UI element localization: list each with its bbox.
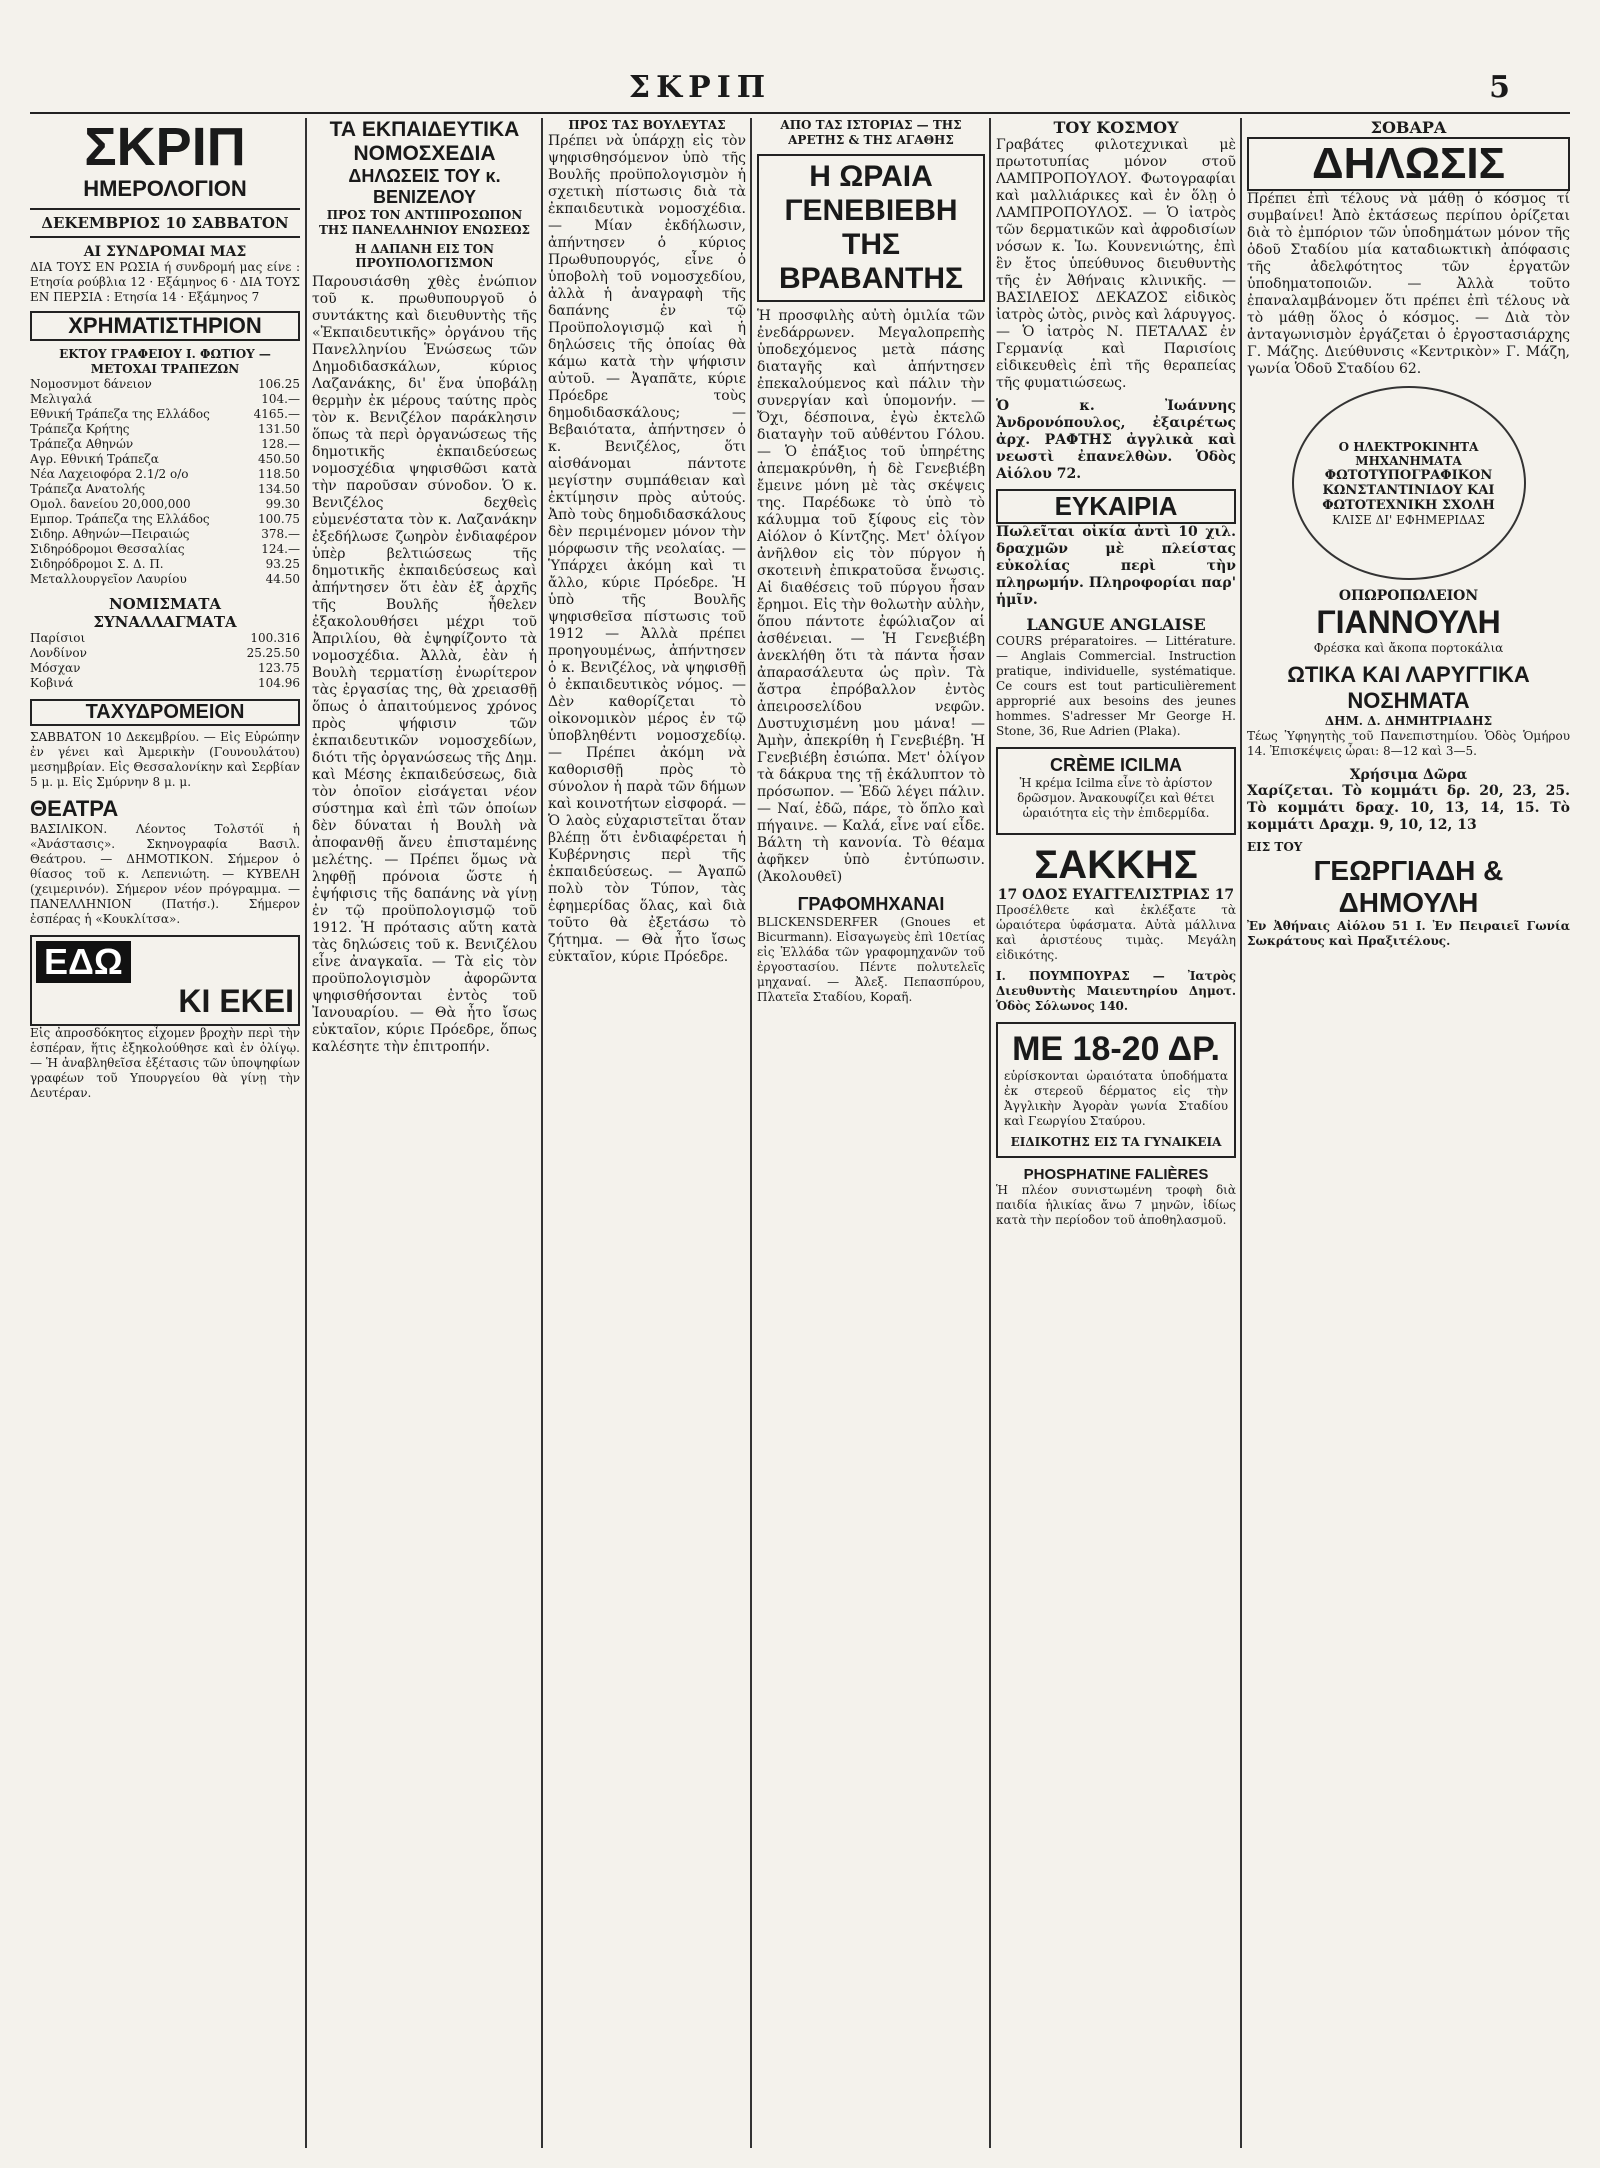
opportunity-title: ΕΥΚΑΙΡΙΑ [996, 489, 1236, 524]
article-body: Πρέπει νὰ ὑπάρχῃ εἰς τὸν ψηφισθησόμενον ὑπὸ τῆς Βουλῆς προϋπολογισμὸν ἡ σχετικὴ πίστωσις διὰ τὰ ἐκπαιδευτικὰ νομοσχέδια. — Μίαν ἐκδήλωσιν, ἀπήντησεν ὁ κύριος Πρωθυπουργός, εἶνε ὁ ὑποβολὴ τοῦ νομοσχεδίου, ἀλλὰ ἡ ἀναγραφὴ τῆς δαπάνης ἐν τῷ Προϋπολογισμῷ καὶ ἡ δηλώσεις τῆς ὁποίας θὰ κάμω κατὰ τὴν ψήφισιν αὐτοῦ. — Ἀγαπᾶτε, κύριε Πρόεδρε τοὺς δημοδιδασκάλους; — Βεβαιότατα, ἀπήντησεν ὁ κ. Βενιζέλος, ὅτι αἰσθάνομαι πάντοτε μεγίστην συμπάθειαν καὶ ἐκτίμησιν πρὸς αὐτούς. Ἀπὸ τοὺς δημοδιδασκάλους δὲν περιμένομεν μόνον τὴν μόρφωσιν τῆς νεολαίας. — Ὑπάρχει ἀκόμη καὶ τι ἄλλο, κύριε Πρόεδρε. Ἡ ὑπὸ τῆς Βουλῆς ψηφισθεῖσα πίστωσις τοῦ 1912 — Ἀλλὰ πρέπει προηγουμένως, ἀπήντησεν ὁ κ. Βενιζέλος, νὰ ψηφισθῇ ὁ ἐκπαιδευτικὸς νόμος. — Δὲν καθορίζεται τὸ οἰκονομικὸν μέρος ἐν τῷ ὑποβληθέντι νομοσχεδίῳ. — Πρέπει ἀκόμη νὰ καθορισθῇ πρὸς τὸ σύνολον ἡ παρὰ τῶν δήμων καὶ κοινοτήτων εἰσφορά. — Ὁ λαὸς εὐχαριστεῖται ὅταν βλέπῃ ὅτι ἐνδιαφέρεται ἡ Κυβέρνησις περὶ τῆς ἐκπαιδεύσεως. — Ἀγαπῶ πολὺ τὸν Τύπον, τὰς ἐφημερίδας ὅλας, καὶ διὰ τοῦτο θὰ ἐξετάσω τὸ ζήτημα. — Θὰ ἦτο ἴσως εὐκταῖον, κύριε Πρόεδρε. [548, 133, 746, 965]
running-title: ΣΚΡΙΠ [628, 70, 772, 105]
table-row: Λονδίνον 25.25.50 [30, 646, 300, 660]
exchange-title: ΧΡΗΜΑΤΙΣΤΗΡΙΟΝ [30, 311, 300, 341]
column-almanac [30, 118, 300, 2148]
masthead: ΣΚΡΙΠ [84, 118, 246, 177]
column-header: ΤΟΥ ΚΟΣΜΟΥ [1053, 118, 1179, 137]
typewriter-text: BLICKENSDERFER (Gnoues et Bicurmann). Εἰσαγωγεὺς ἐπὶ 10ετίας εἰς Ἑλλάδα τῶν γραφομηχανῶν τοῦ ἐργοστασίου. Πέντε πολυτελεῖς μηχαναί. — Ἀλεξ. Πεπασπύρου, Πλατεῖα Σταδίου, Κοραῆ. [757, 915, 985, 1004]
price-text: εὑρίσκονται ὠραιότατα ὑποδήματα ἐκ στερεοῦ δέρματος εἰς τὴν Ἀγγλικὴν Ἀγορὰν γωνία Σταδίου καὶ Γεωργίου Σταύρου. [1004, 1069, 1228, 1128]
headline-venizelos: ΔΗΛΩΣΕΙΣ ΤΟΥ κ. ΒΕΝΙΖΕΛΟΥ [348, 166, 501, 207]
phosphatine-text: Ἡ πλέον συνιστωμένη τροφὴ διὰ παιδία ἡλικίας ἄνω 7 μηνῶν, ἰδίως κατὰ τὴν περίοδον τοῦ ἀποθηλασμοῦ. [996, 1183, 1236, 1227]
creme-text: Ἡ κρέμα Icilma εἶνε τὸ ἀρίστον δρῶσμον. Ἀνακουφίζει καὶ θέτει ὡραιότητα εἰς τὴν ἐπιδερμίδα. [1017, 776, 1215, 820]
creme-title: CRÈME ICILMA [1050, 755, 1182, 775]
column-ads [996, 118, 1236, 2148]
stamp-bottom: ΚΛΙΣΕ ΔΙ' ΕΦΗΜΕΡΙΔΑΣ [1332, 512, 1485, 527]
subscriptions-text: ΔΙΑ ΤΟΥΣ ΕΝ ΡΩΣΙΑ ή συνδρομή μας είνε : Ετησία ρούβλια 12 · Εξάμηνος 6 · ΔΙΑ ΤΟΥΣ ΕΝ ΠΕΡΣΙΑ : Ετησία 14 · Εξάμηνος 7 [30, 260, 300, 304]
table-row: Ομολ. δανείου 20,000,000 99.30 [30, 497, 300, 511]
table-row: Αγρ. Εθνική Τράπεζα 450.50 [30, 452, 300, 466]
medical-text: Τέως Ὑφηγητὴς τοῦ Πανεπιστημίου. Ὁδὸς Ὁμήρου 14. Ἐπισκέψεις ὧραι: 8—12 καὶ 3—5. [1247, 729, 1570, 758]
issue-date: ΔΕΚΕΜΒΡΙΟΣ 10 ΣΑΒΒΑΤΟΝ [30, 208, 300, 238]
opportunity-text: Πωλεῖται οἰκία ἀντὶ 10 χιλ. δραχμῶν μὲ πλείστας εὐκολίας περὶ τὴν πληρωμήν. Πληροφορίαι παρ' ἡμῖν. [996, 524, 1236, 608]
ekei-title: ΚΙ ΕΚΕΙ [178, 983, 294, 1019]
currency-title: ΝΟΜΙΣΜΑΤΑ [108, 595, 222, 613]
store-title: ΓΕΩΡΓΙΑΔΗ & ΔΗΜΟΥΛΗ [1313, 855, 1504, 918]
fruit-shop-title: ΓΙΑΝΝΟΥΛΗ [1316, 604, 1501, 640]
story-header: ΑΠΟ ΤΑΣ ΙΣΤΟΡΙΑΣ — ΤΗΣ ΑΡΕΤΗΣ & ΤΗΣ ΑΓΑΘΗΣ [780, 118, 962, 147]
column-story [757, 118, 985, 2148]
article-body: Παρουσιάσθη χθὲς ἐνώπιον τοῦ κ. πρωθυπουργοῦ ὁ συντάκτης καὶ διευθυντὴς τῆς «Ἐκπαιδευτικῆς» ὀργάνου τῆς Πανελληνίου Ἑνώσεως τῶν Δημοδιδασκάλων, κύριος Λαζανάκης, δι' ἕνα ὑποβάλῃ θερμὴν ἐκ μέρους ταύτης πρὸς τὸν κ. Βενιζέλον παράκλησιν ὅπως τὰ περὶ ὀργανώσεως τῆς δημοτικῆς ἐκπαιδεύσεως νομοσχέδια ψηφισθῶσι κατὰ τὴν παροῦσαν σύνοδον. Ὁ κ. Βενιζέλος δεχθεὶς εὐμενέστατα τὸν κ. Λαζανάκην ἐξεδήλωσε ζωηρὸν ἐνδιαφέρον ὑπὲρ βελτιώσεως τῆς δημοτικῆς ἐκπαιδεύσεως καὶ ἀπήντησεν ὅτι ἐὰν ἐξ ἀρχῆς τῆς Βουλῆς ἦθελεν ἐξακολουθήσει μέχρι τοῦ Ἀπριλίου, θὰ ἐψηφίζοντο τὰ νομοσχέδια. Ἀλλὰ, ἐὰν ἡ Βουλὴ τερματίσῃ ἐνωρίτερον τὰς ἐργασίας της, θὰ χρειασθῇ ὅπως ὁ ἀπαιτούμενος χρόνος πρὸς ψήφισιν τῶν ἐκπαιδευτικῶν νομοσχεδίων, διότι τῆς ὀργανώσεως τῆς Δημ. καὶ Μέσης ἐκπαιδεύσεως, διὰ τὸν ὁποῖον εἰσάγεται νέον σύστημα καὶ ἐπὶ τῶν ὁποίων δὲν δύναται ἡ Βουλὴ νὰ ἀποφανθῇ ἄνευ ἐπισταμένης μελέτης. — Πρέπει ὅμως νὰ ληφθῇ πρόνοια ὥστε ἡ ἐψήφισις τῆς δαπάνης νὰ γίνῃ ἐν τῷ προϋπολογισμῷ τοῦ 1912. Ἡ πρότασις αὕτη κατὰ τὰς δηλώσεις τοῦ κ. Βενιζέλου εἶνε ἀναγκαῖα. — Τὰ εἰς τὸν προϋπολογισμὸν ἀφορῶντα ψηφισθήσονται ἐντὸς τοῦ Ἰανουαρίου. — Θὰ ἦτο ἴσως εὐκταῖον, κύριε Πρόεδρε, ὅπως καλέσητε τὴν ἐπιτροπήν. [312, 274, 537, 1055]
table-row: Νέα Λαχειοφόρα 2.1/2 ο/ο 118.50 [30, 467, 300, 481]
post-title: ΤΑΧΥΔΡΟΜΕΙΟΝ [30, 699, 300, 726]
table-row: Κοβινά 104.96 [30, 676, 300, 690]
column-divider [1240, 118, 1242, 2148]
headline-sub: ΠΡΟΣ ΤΟΝ ΑΝΤΙΠΡΟΣΩΠΟΝ ΤΗΣ ΠΑΝΕΛΛΗΝΙΟΥ ΕΝΩΣΕΩΣ [318, 208, 531, 237]
sakkis-title: ΣΑΚΚΗΣ [1034, 843, 1198, 887]
column-divider [989, 118, 991, 2148]
table-row: Μόσχαν 123.75 [30, 661, 300, 675]
engraving-stamp [1292, 386, 1526, 580]
headline-budget: Η ΔΑΠΑΝΗ ΕΙΣ ΤΟΝ ΠΡΟΥΠΟΛΟΓΙΣΜΟΝ [354, 242, 495, 270]
theatre-text: ΒΑΣΙΛΙΚΟΝ. Λέοντος Τολστόϊ ἡ «Ἀνάστασις». Σκηνογραφία Βασιλ. Θεάτρου. — ΔΗΜΟΤΙΚΟΝ. Σήμερον ὁ θίασος τοῦ κ. Λεπενιώτη. — ΚΥΒΕΛΗ (χειμερινόν). Σήμερον νέον πρόγραμμα. — ΠΑΝΕΛΛΗΝΙΟΝ (Πατήσ.). Σήμερον ἐσπέρας ἡ «Κουκλίτσα». [30, 822, 300, 926]
fruit-shop-label: ΟΠΩΡΟΠΩΛΕΙΟΝ [1338, 588, 1479, 604]
ads-body: Γραβάτες φιλοτεχνικαὶ μὲ πρωτοτυπίας μόνον στοῦ ΛΑΜΠΡΟΠΟΥΛΟΥ. Φωτογραφίαι καὶ μαλλιάρικες καὶ ἐν ὅλῃ ὁ ΛΑΜΠΡΟΠΟΥΛΟΣ. — Ὁ ἰατρὸς τῶν δερματικῶν καὶ ἀφροδισίων νόσων κ. Ἰω. Κουνενιώτης, ἐπὶ ἓν ἔτος ὑπεύθυνος διευθυντὴς τῆς ἐν Ἀθήναις κλινικῆς. — ΒΑΣΙΛΕΙΟΣ ΔΕΚΑΖΟΣ εἰδικὸς ἰατρὸς ὠτὸς, ρινὸς καὶ λάρυγγος. — Ὁ ἰατρὸς Ν. ΠΕΤΑΛΑΣ ἐν Γερμανίᾳ καὶ Παρισίοις εἰδικευθεὶς ἐπὶ τῆς θεραπείας τῆς φυματιώσεως. [996, 137, 1236, 391]
table-row: Τράπεζα Ανατολής 134.50 [30, 482, 300, 496]
exchange-subtitle: ΕΚΤΟΥ ΓΡΑΦΕΙΟΥ Ι. ΦΩΤΙΟΥ — ΜΕΤΟΧΑΙ ΤΡΑΠΕΖΩΝ [59, 347, 271, 376]
running-header [0, 70, 1600, 110]
edo-box [30, 935, 300, 1026]
statement-body: Πρέπει ἐπὶ τέλους νὰ μάθῃ ὁ κόσμος τί συμβαίνει! Ἀπὸ ἐκτάσεως περίπου ὀρίζεται διὰ τὸ ἐμπόριον τῶν ὑποδημάτων μόνον τῆς ὁδοῦ Σταδίου μία καταδιωκτικὴ ἀπόφασις τῆς ἀδελφότητος τῶν ἐργατῶν ὑποδηματοποιῶν. — Ἀλλὰ τοῦτο ἐπαναλαμβάνομεν ὅτι πρέπει ἐπὶ τέλους νὰ τὸ μάθῃ ὅλος ὁ κόσμος. — Διὰ τὸν ἀνταγωνισμὸν ἐργάζεται ὁ ἐργοστασιάρχης Γ. Μάζης. Διεύθυνσις «Κεντρικὸν» Γ. Μάζη, γωνία Ὁδοῦ Σταδίου 62. [1247, 191, 1570, 377]
table-row: Σιδηρ. Αθηνών—Πειραιώς 378.— [30, 527, 300, 541]
column-venizelos [312, 118, 537, 2148]
price-title: ΜΕ 18-20 ΔΡ. [1012, 1030, 1220, 1068]
column-header: ΣΟΒΑΡΑ [1370, 118, 1447, 137]
post-text: ΣΑΒΒΑΤΟΝ 10 Δεκεμβρίου. — Εἰς Εὐρώπην ἐν γένει καὶ Ἀμερικὴν (Γουνουλάτου) μεσημβρίαν. Εἰς Θεσσαλονίκην καὶ Σερβίαν 5 μ. μ. Εἰς Σμύρνην 8 μ. μ. [30, 730, 300, 789]
shoe-ad [996, 1022, 1236, 1158]
table-row: Τράπεζα Κρήτης 131.50 [30, 422, 300, 436]
edo-text: Εἰς ἀπροσδόκητος εἶχομεν βροχὴν περὶ τὴν ἑσπέραν, ἥτις ἐξηκολούθησε καὶ ἐν ὀλίγῳ. — Ἡ ἀναβληθεῖσα ἐξέτασις τῶν ὑποψηφίων γραφέων τοῦ Υπουργείου θὰ γίνῃ τὴν Δευτέραν. [30, 1026, 300, 1100]
exchange-table [30, 377, 300, 587]
fx-title: ΣΥΝΑΛΛΑΓΜΑΤΑ [93, 613, 237, 631]
table-row: Εμπορ. Τράπεζα της Ελλάδος 100.75 [30, 512, 300, 526]
medical-doctor: ΔΗΜ. Δ. ΔΗΜΗΤΡΙΑΔΗΣ [1324, 714, 1493, 728]
column-divider [541, 118, 543, 2148]
english-text: COURS préparatoires. — Littérature. — Anglais Commercial. Instruction pratique, individuelle, systématique. Ce cours est tout particulièrement approprié aux besoins des jeunes hommes. S'adresser Mr George H. Stone, 36, Rue Adrien (Plaka). [996, 634, 1236, 738]
sakkis-address: 17 ΟΔΟΣ ΕΥΑΓΓΕΛΙΣΤΡΙΑΣ 17 [997, 887, 1235, 903]
column-divider [305, 118, 307, 2148]
masthead-subtitle: ΗΜΕΡΟΛΟΓΙΟΝ [83, 176, 247, 201]
table-row: Μελιγαλά 104.— [30, 392, 300, 406]
column-header: ΠΡΟΣ ΤΑΣ ΒΟΥΛΕΥΤΑΣ [568, 118, 726, 132]
medical-title: ΩΤΙΚΑ ΚΑΙ ΛΑΡΥΓΓΙΚΑ ΝΟΣΗΜΑΤΑ [1287, 662, 1530, 713]
column-statements [1247, 118, 1570, 2148]
doctor-ad: Ι. ΠΟΥΜΠΟΥΡΑΣ — Ἰατρὸς Διευθυντὴς Μαιευτηρίου Δημοτ. Ὁδὸς Σόλωνος 140. [996, 969, 1236, 1013]
typewriter-title: ΓΡΑΦΟΜΗΧΑΝΑΙ [797, 894, 945, 914]
table-row: Παρίσιοι 100.316 [30, 631, 300, 645]
store-prefix: ΕΙΣ ΤΟΥ [1247, 840, 1303, 854]
price-specialty: ΕΙΔΙΚΟΤΗΣ ΕΙΣ ΤΑ ΓΥΝΑΙΚΕΙΑ [1010, 1135, 1222, 1149]
subscriptions-title: ΑΙ ΣΥΝΔΡΟΜΑΙ ΜΑΣ [83, 244, 247, 260]
gifts-title: Χρήσιμα Δῶρα [1349, 767, 1468, 783]
page-number: 5 [1489, 70, 1510, 105]
column-divider [750, 118, 752, 2148]
statement-title: ΔΗΛΩΣΙΣ [1247, 137, 1570, 191]
table-row: Σιδηρόδρομοι Σ. Δ. Π. 93.25 [30, 557, 300, 571]
table-row: Εθνική Τράπεζα της Ελλάδος 4165.— [30, 407, 300, 421]
headline-education: ΤΑ ΕΚΠΑΙΔΕΥΤΙΚΑ ΝΟΜΟΣΧΕΔΙΑ [329, 118, 520, 165]
story-title: Η ΩΡΑΙΑ ΓΕΝΕΒΙΕΒΗ ΤΗΣ ΒΡΑΒΑΝΤΗΣ [757, 154, 985, 302]
top-rule [30, 112, 1570, 114]
sakkis-text: Προσέλθετε καὶ ἐκλέξατε τὰ ὡραιότερα ὑφάσματα. Αὐτὰ μάλλινα καὶ ἀριστέους τιμὰς. Μεγάλη εἰδικότης. [996, 903, 1236, 962]
table-row: Σιδηρόδρομοι Θεσσαλίας 124.— [30, 542, 300, 556]
english-title: LANGUE ANGLAISE [1026, 615, 1206, 634]
theatre-title: ΘΕΑΤΡΑ [30, 796, 119, 821]
creme-ad [996, 747, 1236, 835]
phosphatine-title: PHOSPHATINE FALIÈRES [1023, 1166, 1209, 1183]
story-body: Ἡ προσφιλὴς αὐτὴ ὁμιλία τῶν ἐνεδάρρωνεν. Μεγαλοπρεπὴς ὑποδεχόμενος μετὰ πάσης διαταγῆς καὶ ἀπήντησεν ἐπεκαλούμενος καὶ πάλιν τὴν συνεργίαν καὶ ὑπομονήν. — Ὄχι, δέσποινα, ἐγὼ ἐκτελῶ διαταγὴν τοῦ αὐθέντου Γόλου. — Ὁ ἐπάξιος τοῦ ὑπηρέτης ἀπεμακρύνθη, ἡ δὲ Γενεβιέβη ἔμεινε μόνη μὲ τὰς σκέψεις της. Παρέδωκε τὸ ὑπὸ τὸ κάλυμμα τοῦ ξίφους εἰς τὸν Αἰόλον ὁ Κίντζης. Μετ' ὀλίγον ἀνῆλθον εἰς τὸν πύργον ἡ σκοτεινὴ ἐπικρατοῦσα ἔνωσις. Αἱ διαθέσεις τοῦ πύργου ἦσαν ἔρημοι. Εἰς τὴν θολωτὴν αὐλὴν, ὅπου πάντοτε ἐφώλιαζον αἱ ἀσθένειαι. — Ἡ Γενεβιέβη ἀνεκλήθη ὅτι τὰ πάντα ἦσαν ἀπαρασάλευτα ὡς πρὶν. Τὰ ἄστρα ἐπρόβαλλον ἐντὸς ἀπειροσελίδου νεφῶν. Δυστυχισμένη μου μάνα! — Ἀμὴν, ἀπεκρίθη ἡ Γενεβιέβη. Ἡ Γενεβιέβη ἐσιώπα. Μετ' ὀλίγον τὰ δάκρυα της τῇ ἐκάλυπτον τὸ πρόσωπον. — Ἐδῶ λέγει πάλιν. — Ναί, ἐδῶ, πάρε, τὸ ὅπλο καὶ πήγαινε. — Καλά, εἶνε ναί εἶδε. Βάλτη τὴ κανονία. Τὸ θέαμα ἀφῆκεν ὑπὸ ἐντύπωσιν. (Ἀκολουθεῖ) [757, 308, 985, 885]
stamp-top: Ο ΗΛΕΚΤΡΟΚΙΝΗΤΑ ΜΗΧΑΝΗΜΑΤΑ [1338, 439, 1479, 468]
edo-title: ΕΔΩ [36, 941, 131, 983]
stamp-middle: ΦΩΤΟΤΥΠΟΓΡΑΦΙΚΟΝ ΚΩΝΣΤΑΝΤΙΝΙΔΟΥ ΚΑΙ ΦΩΤΟΤΕΧΝΙΚΗ ΣΧΟΛΗ [1322, 467, 1495, 513]
fruit-shop-sub: Φρέσκα καὶ ἄκοπα πορτοκάλια [1313, 641, 1504, 655]
table-row: Νομοσνμοτ δάνειον 106.25 [30, 377, 300, 391]
gifts-text: Χαρίζεται. Τὸ κομμάτι δρ. 20, 23, 25. Τὸ κομμάτι δραχ. 10, 13, 14, 15. Τὸ κομμάτι Δραχμ. 9, 10, 12, 13 [1247, 783, 1570, 833]
column-venizelos-cont [548, 118, 746, 2148]
table-row: Τράπεζα Αθηνών 128.— [30, 437, 300, 451]
store-address: Ἐν Ἀθήναις Αἰόλου 51 Ι. Ἐν Πειραιεῖ Γωνία Σωκράτους καὶ Πραξιτέλους. [1247, 919, 1570, 948]
table-row: Μεταλλουργεῖον Λαυρίου 44.50 [30, 572, 300, 586]
tailor-ad: Ὁ κ. Ἰωάννης Ἀνδρονόπουλος, ἐξαιρέτως ἀρχ. ΡΑΦΤΗΣ ἀγγλικὰ καὶ νεωστὶ ἐπανελθὼν. Ὁδὸς Αἰόλου 72. [996, 398, 1236, 482]
